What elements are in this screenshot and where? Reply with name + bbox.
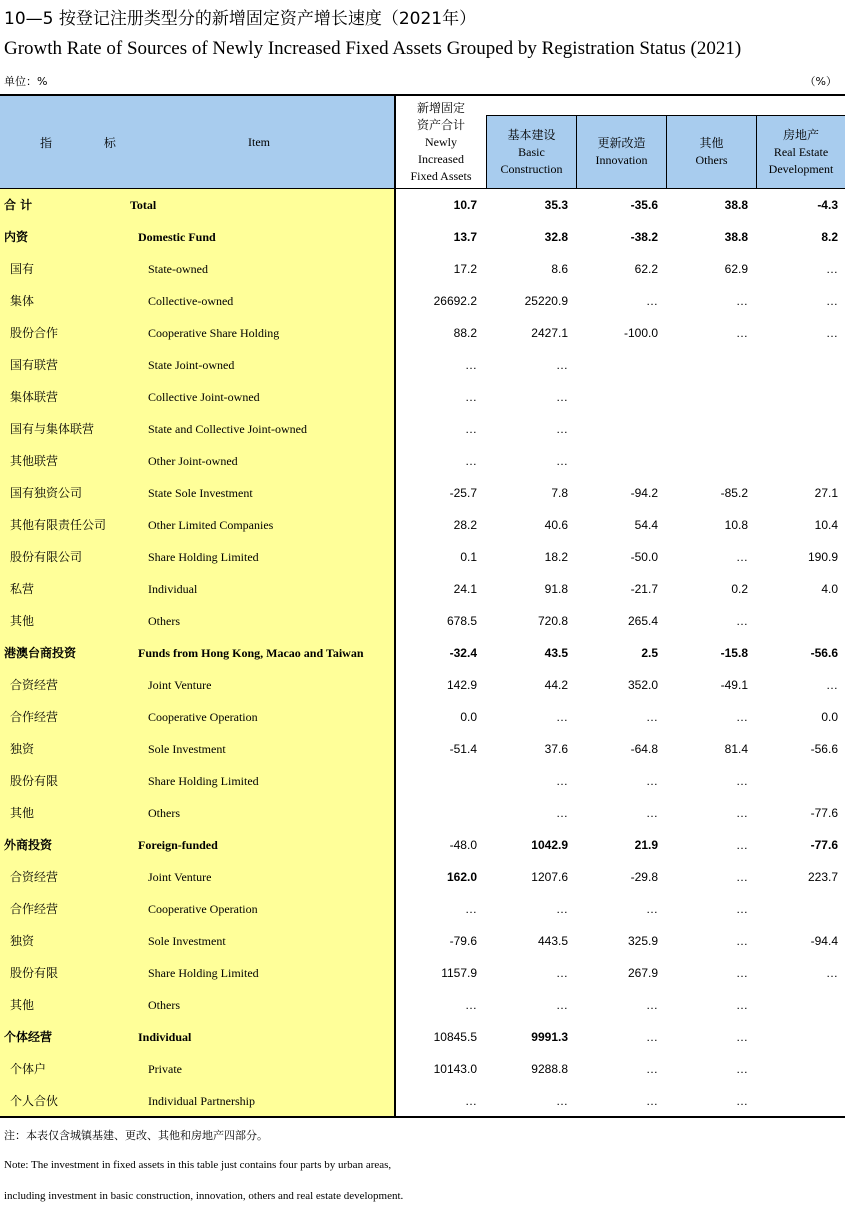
header-innovation-en: Innovation bbox=[595, 153, 648, 167]
table-row bbox=[0, 221, 845, 253]
table-row bbox=[0, 573, 845, 605]
table-row bbox=[0, 605, 845, 637]
value-cell: -77.6 bbox=[810, 838, 838, 852]
row-label-english: Joint Venture bbox=[148, 870, 212, 884]
value-cell: -77.6 bbox=[810, 806, 838, 820]
note-english-line2: including investment in basic construction, innovation, others and real estate development. bbox=[4, 1190, 404, 1202]
row-label-english: Joint Venture bbox=[148, 678, 212, 692]
row-label-chinese: 其他联营 bbox=[10, 454, 59, 468]
value-cell: … bbox=[646, 902, 658, 916]
value-cell: … bbox=[826, 326, 838, 340]
value-cell: … bbox=[736, 902, 748, 916]
page-title-chinese: 10—5 按登记注册类型分的新增固定资产增长速度（2021年） bbox=[4, 9, 477, 29]
table-row bbox=[0, 701, 845, 733]
header-others-cn: 其他 bbox=[699, 136, 724, 150]
row-label-english: Share Holding Limited bbox=[148, 550, 259, 564]
table-row bbox=[0, 349, 845, 381]
row-label-chinese: 个人合伙 bbox=[10, 1094, 59, 1108]
value-cell: 18.2 bbox=[544, 550, 568, 564]
row-label-chinese: 独资 bbox=[10, 742, 35, 756]
value-cell: … bbox=[556, 902, 568, 916]
header-right-area bbox=[396, 96, 845, 188]
value-cell: 38.8 bbox=[724, 230, 748, 244]
row-label-chinese: 股份有限 bbox=[10, 966, 59, 980]
value-cell: … bbox=[736, 614, 748, 628]
value-cell: 26692.2 bbox=[433, 294, 477, 308]
value-cell: 1042.9 bbox=[531, 838, 568, 852]
header-newly-en-line3: Fixed Assets bbox=[410, 168, 472, 183]
value-cell: 35.3 bbox=[544, 198, 568, 212]
value-cell: … bbox=[736, 966, 748, 980]
value-cell: … bbox=[556, 454, 568, 468]
header-real-estate-en-line1: Real Estate bbox=[773, 144, 829, 159]
row-label-english: Sole Investment bbox=[148, 742, 226, 756]
row-label-chinese: 其他 bbox=[10, 998, 35, 1012]
header-basic-en-line2: Construction bbox=[500, 161, 563, 176]
row-label-chinese: 股份有限公司 bbox=[10, 550, 83, 564]
row-label-english: Private bbox=[148, 1062, 182, 1076]
row-label-chinese: 其他有限责任公司 bbox=[10, 518, 107, 532]
row-label-english: Other Joint-owned bbox=[148, 454, 238, 468]
value-cell: … bbox=[736, 1094, 748, 1108]
table-row bbox=[0, 477, 845, 509]
value-cell: 62.2 bbox=[634, 262, 658, 276]
value-cell: -56.6 bbox=[810, 742, 838, 756]
header-real-estate-en-line2: Development bbox=[768, 161, 834, 176]
table-row bbox=[0, 797, 845, 829]
table-row bbox=[0, 1053, 845, 1085]
row-label-english: Sole Investment bbox=[148, 934, 226, 948]
table-row bbox=[0, 445, 845, 477]
row-label-english: State and Collective Joint-owned bbox=[148, 422, 307, 436]
row-label-english: Cooperative Operation bbox=[148, 710, 258, 724]
value-cell: … bbox=[826, 966, 838, 980]
table-row bbox=[0, 1085, 845, 1117]
value-cell: … bbox=[736, 1030, 748, 1044]
table-row bbox=[0, 989, 845, 1021]
value-cell: 27.1 bbox=[814, 486, 838, 500]
row-label-english: Total bbox=[130, 198, 157, 212]
page-title-english: Growth Rate of Sources of Newly Increased Fixed Assets Grouped by Registration Status (2021) bbox=[4, 38, 742, 59]
row-label-english: Funds from Hong Kong, Macao and Taiwan bbox=[138, 646, 364, 660]
row-label-chinese: 合资经营 bbox=[10, 870, 59, 884]
value-cell: … bbox=[736, 710, 748, 724]
row-label-english: Others bbox=[148, 614, 180, 628]
table-row bbox=[0, 541, 845, 573]
value-cell: -94.4 bbox=[810, 934, 838, 948]
unit-percent-label: （%） bbox=[804, 75, 837, 88]
value-cell: -49.1 bbox=[720, 678, 748, 692]
value-cell: 352.0 bbox=[627, 678, 658, 692]
table-bottom-rule bbox=[0, 1116, 845, 1118]
value-cell: -35.6 bbox=[630, 198, 658, 212]
value-cell: 1207.6 bbox=[531, 870, 568, 884]
row-label-chinese: 国有 bbox=[10, 262, 35, 276]
value-cell: 32.8 bbox=[544, 230, 568, 244]
table-row bbox=[0, 829, 845, 861]
value-cell: … bbox=[556, 358, 568, 372]
value-cell: … bbox=[736, 1062, 748, 1076]
row-label-chinese: 私营 bbox=[10, 582, 35, 596]
value-cell: … bbox=[826, 294, 838, 308]
value-cell: 0.0 bbox=[821, 710, 838, 724]
row-label-chinese: 其他 bbox=[10, 806, 35, 820]
value-cell: 325.9 bbox=[627, 934, 658, 948]
row-label-chinese: 外商投资 bbox=[4, 838, 53, 852]
value-cell: -79.6 bbox=[449, 934, 477, 948]
value-cell: -50.0 bbox=[630, 550, 658, 564]
value-cell: -25.7 bbox=[449, 486, 477, 500]
row-label-english: Individual bbox=[148, 582, 198, 596]
value-cell: … bbox=[556, 806, 568, 820]
row-label-chinese: 国有与集体联营 bbox=[10, 422, 95, 436]
row-label-chinese: 个体经营 bbox=[4, 1030, 53, 1044]
value-cell: 267.9 bbox=[627, 966, 658, 980]
note-english-line1: Note: The investment in fixed assets in this table just contains four parts by urban areas, bbox=[4, 1159, 392, 1171]
value-cell: -29.8 bbox=[630, 870, 658, 884]
value-cell: 1157.9 bbox=[441, 966, 477, 980]
value-cell: 190.9 bbox=[807, 550, 838, 564]
value-cell: 0.1 bbox=[460, 550, 477, 564]
value-cell: 54.4 bbox=[634, 518, 658, 532]
value-cell: 62.9 bbox=[724, 262, 748, 276]
value-cell: … bbox=[736, 294, 748, 308]
value-cell: … bbox=[646, 774, 658, 788]
row-label-chinese: 合 计 bbox=[4, 198, 33, 212]
value-cell: 25220.9 bbox=[524, 294, 568, 308]
value-cell: … bbox=[465, 422, 477, 436]
value-cell: -32.4 bbox=[449, 646, 477, 660]
value-cell: 223.7 bbox=[807, 870, 838, 884]
table-row bbox=[0, 957, 845, 989]
row-label-english: Foreign-funded bbox=[138, 838, 218, 852]
value-cell: … bbox=[556, 966, 568, 980]
row-label-english: Cooperative Share Holding bbox=[148, 326, 280, 340]
row-label-chinese: 独资 bbox=[10, 934, 35, 948]
header-others bbox=[667, 116, 756, 188]
value-cell: … bbox=[646, 998, 658, 1012]
header-real-estate bbox=[757, 116, 845, 188]
value-cell: -56.6 bbox=[810, 646, 838, 660]
value-cell: … bbox=[556, 390, 568, 404]
value-cell: -100.0 bbox=[623, 326, 658, 340]
value-cell: … bbox=[556, 1094, 568, 1108]
value-cell: -21.7 bbox=[630, 582, 658, 596]
row-label-english: Share Holding Limited bbox=[148, 774, 259, 788]
value-cell: 81.4 bbox=[724, 742, 748, 756]
row-label-english: Collective Joint-owned bbox=[148, 390, 260, 404]
header-innovation bbox=[577, 116, 666, 188]
value-cell: … bbox=[646, 1062, 658, 1076]
value-cell: 9288.8 bbox=[531, 1062, 568, 1076]
value-cell: 142.9 bbox=[446, 678, 477, 692]
row-label-chinese: 股份有限 bbox=[10, 774, 59, 788]
header-innovation-cn: 更新改造 bbox=[597, 136, 646, 150]
value-cell: 9991.3 bbox=[531, 1030, 568, 1044]
value-cell: … bbox=[465, 358, 477, 372]
row-label-chinese: 集体联营 bbox=[10, 390, 59, 404]
note-chinese: 注：本表仅含城镇基建、更改、其他和房地产四部分。 bbox=[4, 1129, 268, 1142]
table-row bbox=[0, 1021, 845, 1053]
table-row bbox=[0, 189, 845, 221]
value-cell: 10.8 bbox=[724, 518, 748, 532]
header-others-en: Others bbox=[695, 153, 728, 167]
value-cell: … bbox=[826, 678, 838, 692]
value-cell: -64.8 bbox=[630, 742, 658, 756]
value-cell: 720.8 bbox=[537, 614, 568, 628]
row-label-english: Individual Partnership bbox=[148, 1094, 255, 1108]
row-label-chinese: 股份合作 bbox=[10, 326, 59, 340]
value-cell: … bbox=[465, 998, 477, 1012]
table-row bbox=[0, 509, 845, 541]
row-label-english: State Joint-owned bbox=[148, 358, 235, 372]
row-label-english: Cooperative Operation bbox=[148, 902, 258, 916]
table-row bbox=[0, 285, 845, 317]
value-cell: 37.6 bbox=[544, 742, 568, 756]
header-indicator: 指 标 bbox=[40, 135, 140, 150]
value-cell: … bbox=[556, 710, 568, 724]
row-label-english: Others bbox=[148, 806, 180, 820]
row-label-english: Individual bbox=[138, 1030, 192, 1044]
row-label-chinese: 集体 bbox=[10, 294, 35, 308]
value-cell: 21.9 bbox=[634, 838, 658, 852]
header-real-estate-cn: 房地产 bbox=[782, 127, 819, 142]
value-cell: 91.8 bbox=[544, 582, 568, 596]
value-cell: 2.5 bbox=[641, 646, 658, 660]
table-row bbox=[0, 669, 845, 701]
value-cell: -38.2 bbox=[630, 230, 658, 244]
value-cell: 10143.0 bbox=[433, 1062, 477, 1076]
row-label-english: Other Limited Companies bbox=[148, 518, 274, 532]
value-cell: … bbox=[556, 422, 568, 436]
row-label-english: State Sole Investment bbox=[148, 486, 253, 500]
row-label-chinese: 个体户 bbox=[10, 1062, 47, 1076]
value-cell: 24.1 bbox=[453, 582, 477, 596]
table-row bbox=[0, 861, 845, 893]
header-item: Item bbox=[248, 134, 270, 149]
value-cell: … bbox=[736, 326, 748, 340]
value-cell: … bbox=[736, 998, 748, 1012]
value-cell: … bbox=[736, 934, 748, 948]
value-cell: … bbox=[736, 838, 748, 852]
value-cell: … bbox=[736, 550, 748, 564]
value-cell: 17.2 bbox=[453, 262, 477, 276]
row-label-chinese: 内资 bbox=[4, 230, 29, 244]
value-cell: 4.0 bbox=[821, 582, 838, 596]
value-cell: … bbox=[465, 390, 477, 404]
table-row bbox=[0, 733, 845, 765]
value-cell: … bbox=[646, 710, 658, 724]
value-cell: 8.2 bbox=[821, 230, 838, 244]
value-cell: -94.2 bbox=[630, 486, 658, 500]
table-row bbox=[0, 381, 845, 413]
table-row bbox=[0, 317, 845, 349]
row-label-chinese: 港澳台商投资 bbox=[4, 646, 77, 660]
table-row bbox=[0, 765, 845, 797]
value-cell: … bbox=[736, 774, 748, 788]
header-newly-cn-line2: 资产合计 bbox=[416, 117, 465, 132]
value-cell: -4.3 bbox=[817, 198, 838, 212]
table-row bbox=[0, 413, 845, 445]
row-label-english: Domestic Fund bbox=[138, 230, 216, 244]
row-label-chinese: 合资经营 bbox=[10, 678, 59, 692]
value-cell: … bbox=[646, 1030, 658, 1044]
value-cell: … bbox=[465, 454, 477, 468]
row-label-chinese: 合作经营 bbox=[10, 710, 59, 724]
value-cell: … bbox=[465, 902, 477, 916]
value-cell: 443.5 bbox=[537, 934, 568, 948]
value-cell: 13.7 bbox=[453, 230, 477, 244]
header-basic-construction bbox=[487, 116, 576, 188]
value-cell: 43.5 bbox=[544, 646, 568, 660]
value-cell: 44.2 bbox=[544, 678, 568, 692]
table-row bbox=[0, 637, 845, 669]
header-basic-cn: 基本建设 bbox=[507, 127, 556, 142]
value-cell: … bbox=[736, 870, 748, 884]
value-cell: … bbox=[465, 1094, 477, 1108]
table-row bbox=[0, 925, 845, 957]
row-label-chinese: 其他 bbox=[10, 614, 35, 628]
value-cell: 10.4 bbox=[814, 518, 838, 532]
value-cell: 7.8 bbox=[551, 486, 568, 500]
value-cell: 0.0 bbox=[460, 710, 477, 724]
header-newly-cn-line1: 新增固定 bbox=[416, 100, 465, 115]
value-cell: 10.7 bbox=[453, 198, 477, 212]
value-cell: -15.8 bbox=[720, 646, 748, 660]
value-cell: … bbox=[736, 806, 748, 820]
header-newly-increased-fixed-assets bbox=[396, 96, 486, 188]
table-row bbox=[0, 893, 845, 925]
table-row bbox=[0, 253, 845, 285]
value-cell: … bbox=[646, 806, 658, 820]
value-cell: -48.0 bbox=[449, 838, 477, 852]
header-newly-en-line1: Newly bbox=[425, 134, 457, 149]
header-newly-en-line2: Increased bbox=[418, 151, 464, 166]
value-cell: 162.0 bbox=[446, 870, 477, 884]
value-cell: -51.4 bbox=[449, 742, 477, 756]
row-label-chinese: 国有独资公司 bbox=[10, 486, 83, 500]
row-label-chinese: 国有联营 bbox=[10, 358, 59, 372]
row-label-english: Others bbox=[148, 998, 180, 1012]
value-cell: 40.6 bbox=[544, 518, 568, 532]
value-cell: … bbox=[826, 262, 838, 276]
row-label-english: Share Holding Limited bbox=[148, 966, 259, 980]
row-label-chinese: 合作经营 bbox=[10, 902, 59, 916]
value-cell: 38.8 bbox=[724, 198, 748, 212]
value-cell: 28.2 bbox=[453, 518, 477, 532]
value-cell: 10845.5 bbox=[433, 1030, 477, 1044]
header-basic-en-line1: Basic bbox=[518, 144, 545, 159]
value-cell: 265.4 bbox=[627, 614, 658, 628]
value-cell: … bbox=[646, 294, 658, 308]
row-label-english: State-owned bbox=[148, 262, 208, 276]
row-label-english: Collective-owned bbox=[148, 294, 234, 308]
unit-label: 单位：% bbox=[4, 75, 48, 88]
value-cell: … bbox=[556, 998, 568, 1012]
value-cell: 678.5 bbox=[446, 614, 477, 628]
value-cell: … bbox=[556, 774, 568, 788]
value-cell: 8.6 bbox=[551, 262, 568, 276]
value-cell: 0.2 bbox=[731, 582, 748, 596]
value-cell: … bbox=[646, 1094, 658, 1108]
value-cell: 2427.1 bbox=[531, 326, 568, 340]
value-cell: -85.2 bbox=[720, 486, 748, 500]
value-cell: 88.2 bbox=[453, 326, 477, 340]
